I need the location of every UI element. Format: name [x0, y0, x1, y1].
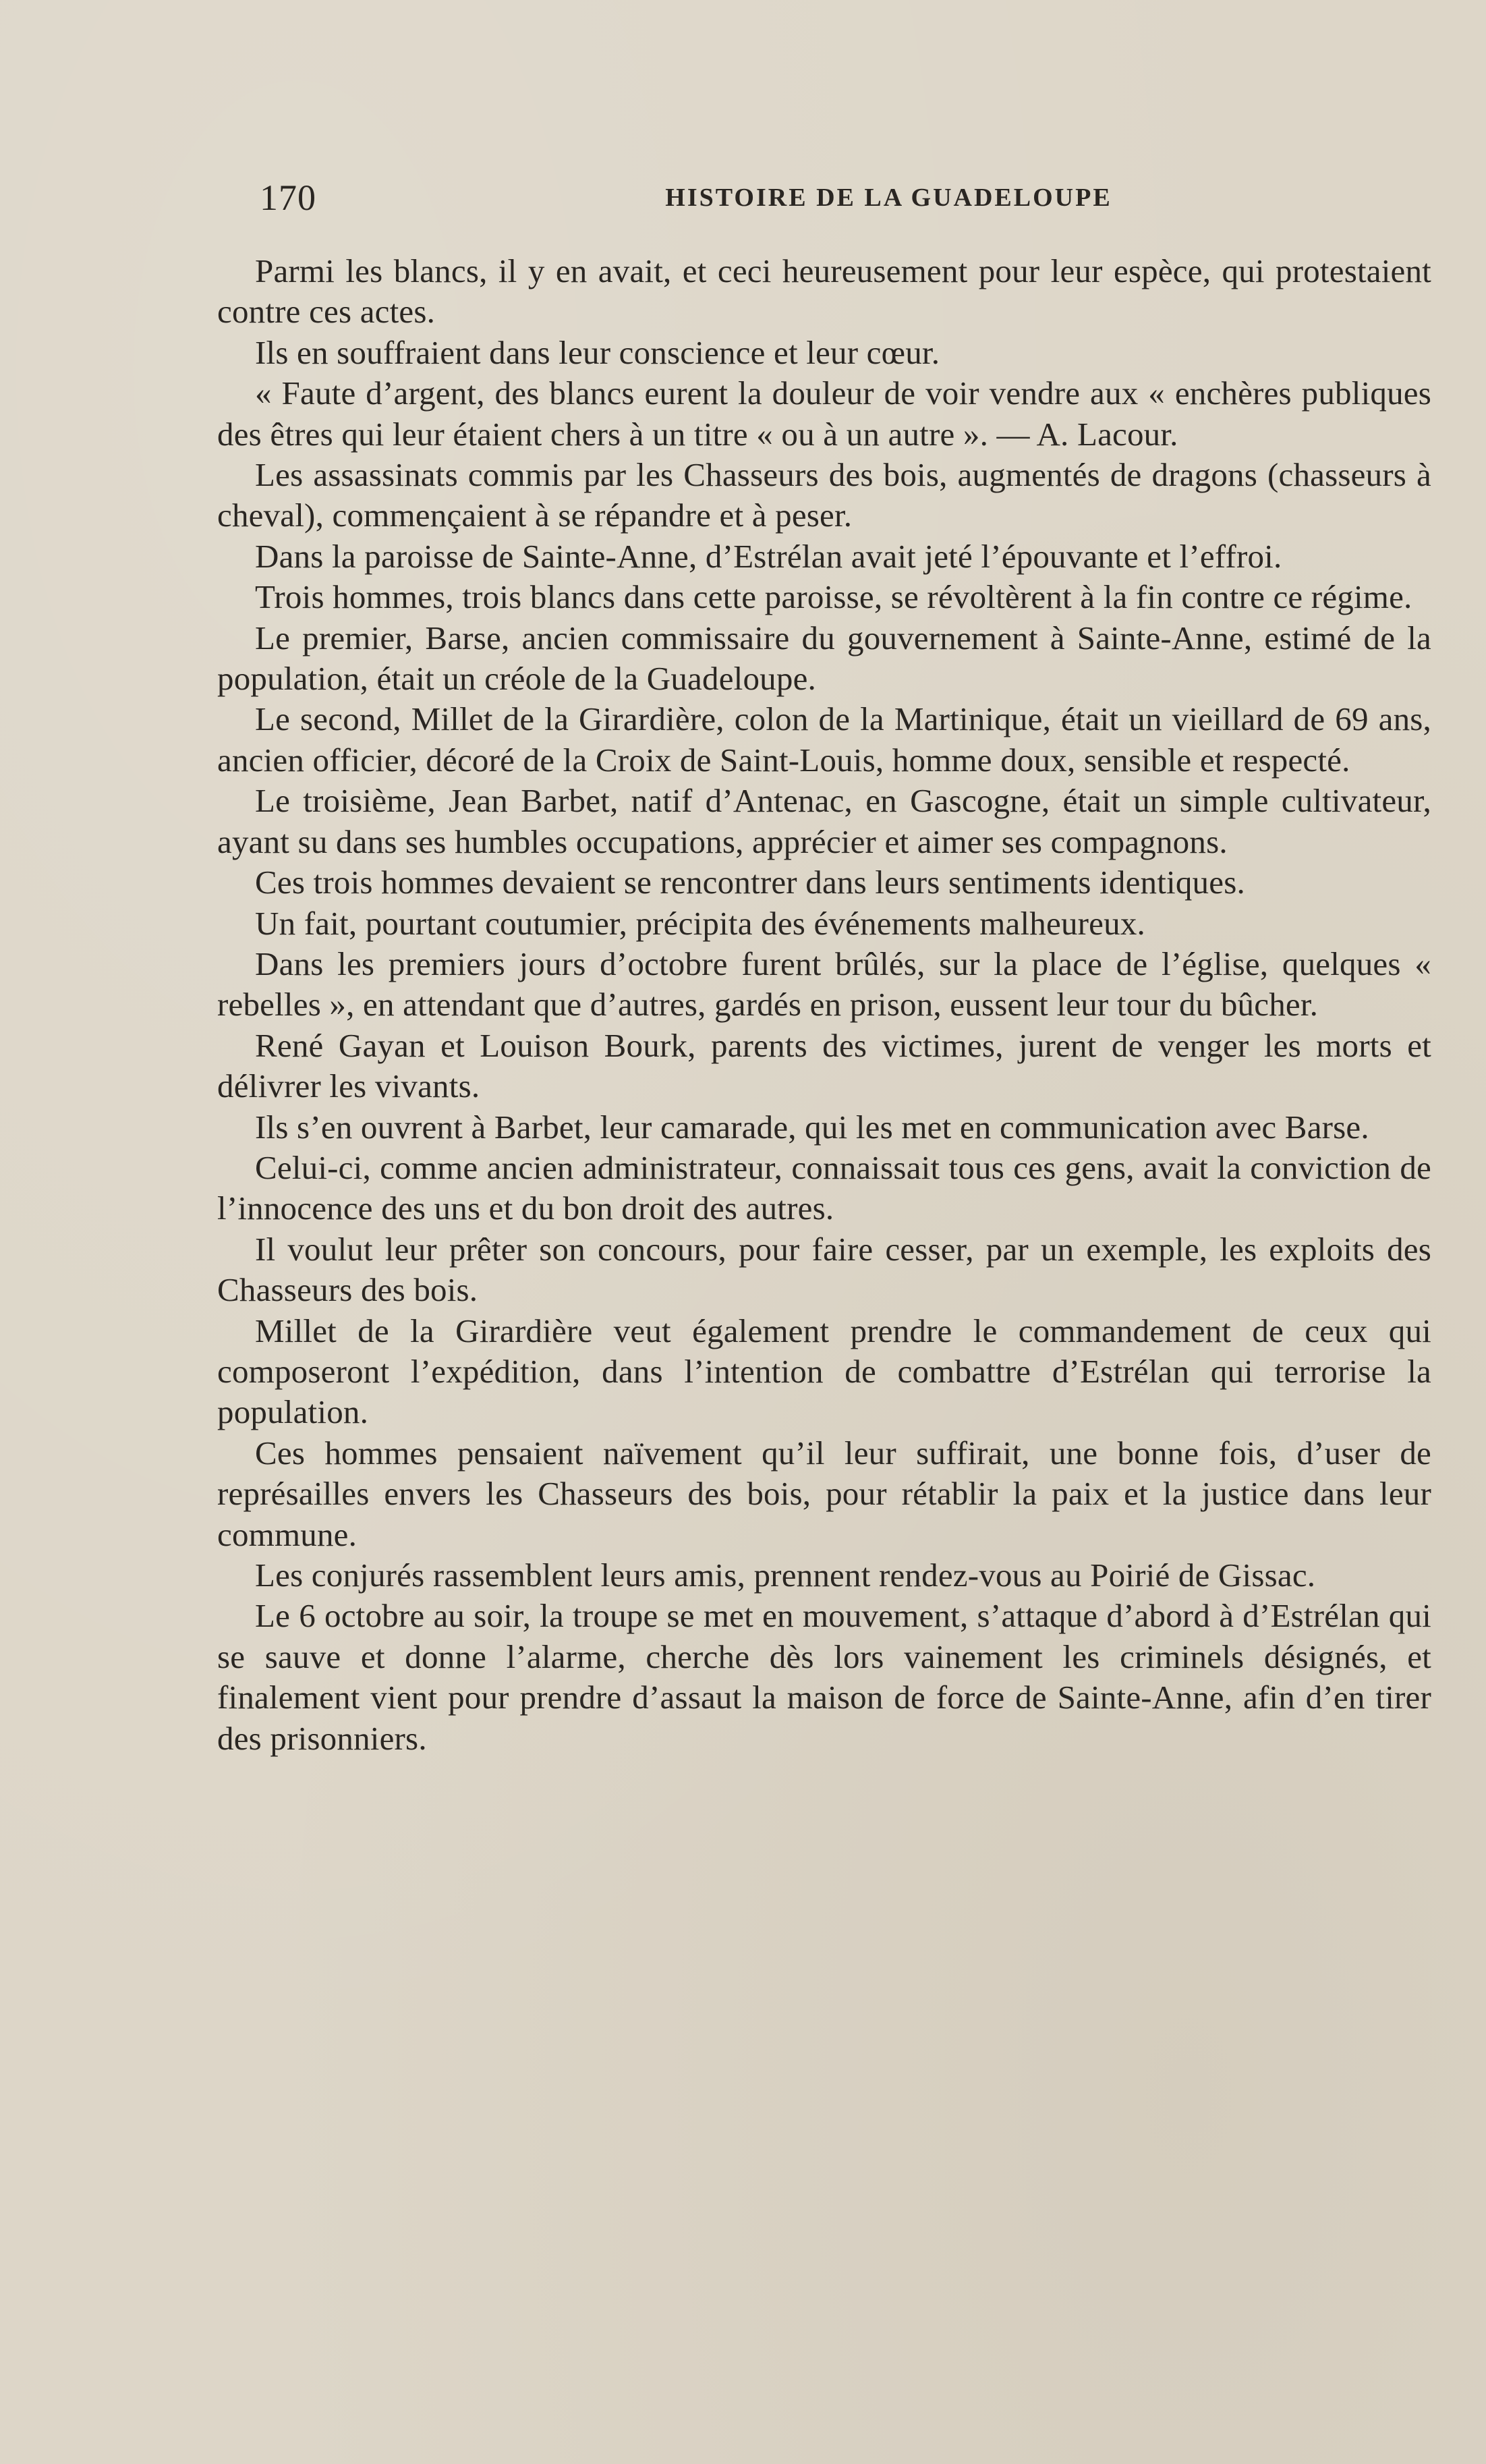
paragraph: Dans la paroisse de Sainte-Anne, d’Estrélan avait jeté l’épouvante et l’effroi. [255, 537, 1282, 575]
paragraph: Celui-ci, comme ancien administrateur, connaissait tous ces gens, avait la conviction de l’innocence des uns et du bon droit des autres. [217, 1148, 1431, 1227]
paragraph: Ces trois hommes devaient se rencontrer dans leurs sentiments identiques. [255, 864, 1245, 901]
paragraph: Le troisième, Jean Barbet, natif d’Antenac, en Gascogne, était un simple cultivateur, ayant su dans ses humbles occupations, apprécier et aimer ses compagnons. [217, 782, 1431, 860]
paragraph: Ils s’en ouvrent à Barbet, leur camarade, qui les met en communication avec Barse. [255, 1108, 1369, 1146]
running-title: HISTOIRE DE LA GUADELOUPE [665, 184, 1112, 212]
running-head [260, 174, 1437, 221]
paragraph: Il voulut leur prêter son concours, pour faire cesser, par un exemple, les exploits des Chasseurs des bois. [217, 1230, 1431, 1309]
paragraph: Ces hommes pensaient naïvement qu’il leur suffirait, une bonne fois, d’user de représailles envers les Chasseurs des bois, pour rétablir la paix et la justice dans leur commune. [217, 1434, 1431, 1553]
paragraph: Les assassinats commis par les Chasseurs des bois, augmentés de dragons (chasseurs à cheval), commençaient à se répandre et à peser. [217, 456, 1431, 534]
paragraph: Le 6 octobre au soir, la troupe se met en mouvement, s’attaque d’abord à d’Estrélan qui se sauve et donne l’alarme, cherche dès lors vainement les criminels désignés, et finalement vient pour prendre d’assaut la maison de force de Sainte-Anne, afin d’en tirer des prisonniers. [217, 1597, 1431, 1757]
paragraph: Les conjurés rassemblent leurs amis, prennent rendez-vous au Poirié de Gissac. [255, 1557, 1316, 1594]
paragraph: Dans les premiers jours d’octobre furent brûlés, sur la place de l’église, quelques « rebelles », en attendant que d’autres, gardés en prison, eussent leur tour du bûcher. [217, 945, 1431, 1024]
paragraph: Le second, Millet de la Girardière, colon de la Martinique, était un vieillard de 69 ans, ancien officier, décoré de la Croix de Saint-Louis, homme doux, sensible et respecté. [217, 700, 1431, 779]
paragraph: Trois hommes, trois blancs dans cette paroisse, se révoltèrent à la fin contre ce régime. [255, 578, 1412, 616]
body-text [217, 251, 1431, 1759]
paragraph: Millet de la Girardière veut également prendre le commandement de ceux qui composeront l’expédition, dans l’intention de combattre d’Estrélan qui terrorise la population. [217, 1312, 1431, 1431]
paragraph: Ils en souffraient dans leur conscience et leur cœur. [255, 333, 940, 371]
page-number: 170 [260, 177, 316, 218]
quotation-paragraph: « Faute d’argent, des blancs eurent la douleur de voir vendre aux « enchères publiques des êtres qui leur étaient chers à un titre « ou à un autre ». — A. Lacour. [217, 374, 1431, 453]
paragraph: René Gayan et Louison Bourk, parents des victimes, jurent de venger les morts et délivrer les vivants. [217, 1026, 1431, 1105]
paragraph: Un fait, pourtant coutumier, précipita des événements malheureux. [255, 904, 1145, 942]
paragraph: Parmi les blancs, il y en avait, et ceci heureusement pour leur espèce, qui protestaient contre ces actes. [217, 252, 1431, 331]
paragraph: Le premier, Barse, ancien commissaire du gouvernement à Sainte-Anne, estimé de la population, était un créole de la Guadeloupe. [217, 619, 1431, 698]
